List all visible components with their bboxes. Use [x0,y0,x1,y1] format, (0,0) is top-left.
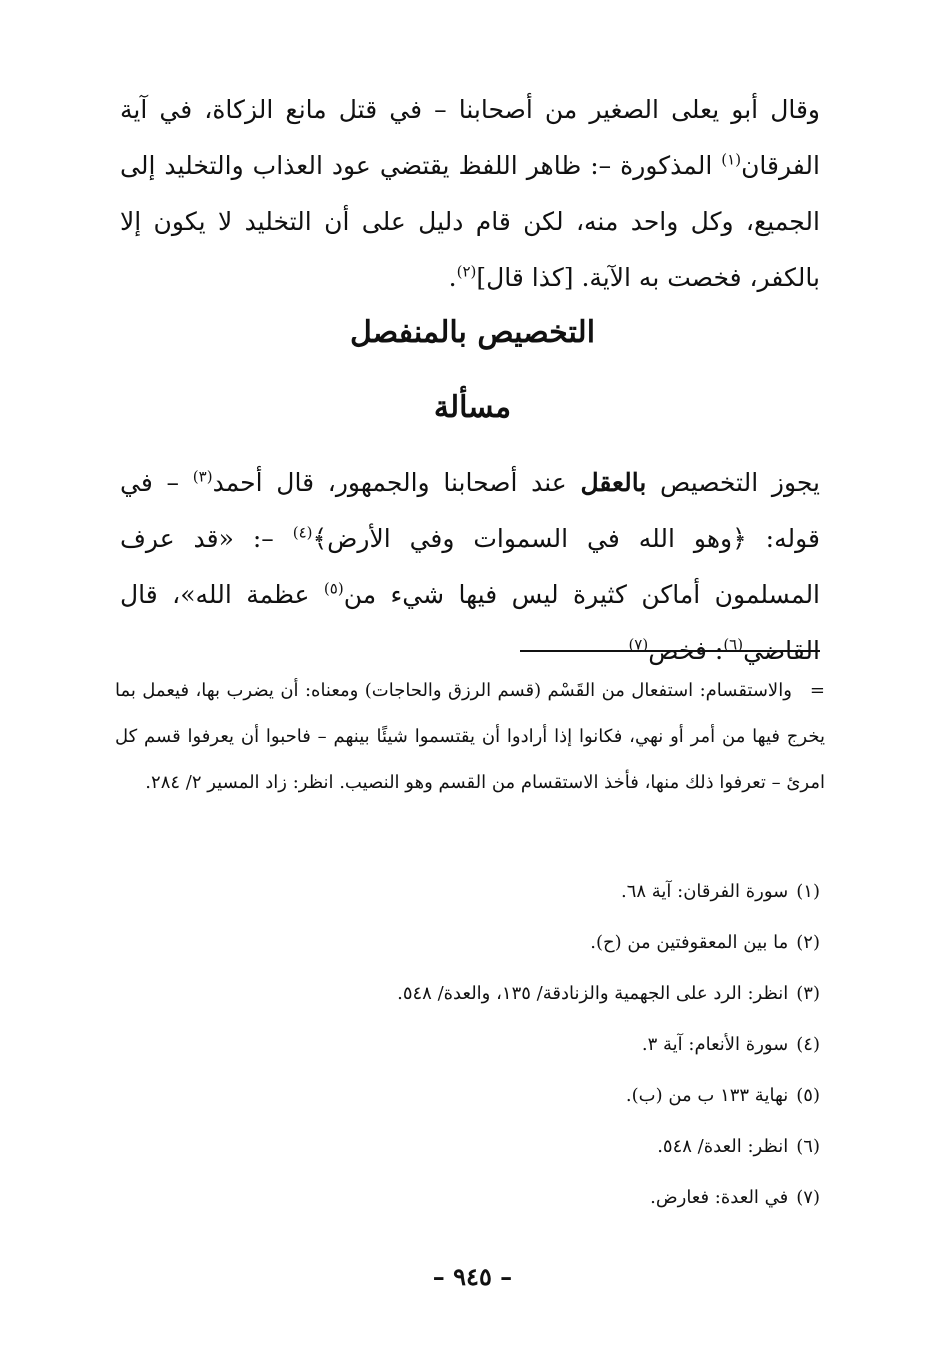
continuation-mark: = [809,680,825,701]
footnote-item [120,1070,820,1121]
footnote-ref-4[interactable]: (٤) [292,523,313,542]
footnote-text: سورة الأنعام: آية ٣. [641,1034,789,1055]
issue-heading: مسألة [433,390,512,425]
continued-footnote [115,668,825,806]
para2-text-1: يجوز التخصيص [646,468,820,497]
footnote-item [120,917,820,968]
footnote-ref-5[interactable]: (٥) [323,579,344,598]
page-number: – ٩٤٥ – [432,1262,513,1291]
footnote-text: ما بين المعقوفتين من (ح). [590,932,789,953]
footnote-item [120,1121,820,1172]
footnote-number: (٢) [796,932,820,953]
footnote-divider [520,650,820,652]
paragraph-abu-yala [120,82,820,306]
footnote-item [120,1019,820,1070]
para2-text-5: عظمة الله»، قال القاضي [120,580,820,665]
para2-text-4: –: «قد عرف المسلمون أماكن كثيرة ليس فيها شيء من [120,524,821,609]
footnote-text: سورة الفرقان: آية ٦٨. [620,881,789,902]
section-heading: التخصيص بالمنفصل [349,315,596,350]
footnote-number: (٤) [796,1034,820,1055]
footnote-item [120,866,820,917]
footnote-ref-7[interactable]: (٧) [628,635,649,654]
footnote-number: (١) [796,881,820,902]
para1-text: وقال أبو يعلى الصغير من أصحابنا – في قتل مانع الزكاة، في آية الفرقان [120,95,820,180]
footnote-item [120,1172,820,1223]
paragraph-specification-by-reason [120,455,820,679]
para2-text-6: : فخص [648,636,724,665]
footnote-ref-3[interactable]: (٣) [192,467,213,486]
footnote-item [120,968,820,1019]
para2-text-3: – في قوله: ﴿وهو الله في السموات وفي الأرض﴾ [120,468,820,553]
para1-text-3: . [448,263,457,292]
footnote-ref-6[interactable]: (٦) [723,635,744,654]
footnote-text: انظر: الرد على الجهمية والزنادقة/ ١٣٥، والعدة/ ٥٤٨. [397,983,789,1004]
continued-footnote-text: والاستقسام: استفعال من القَسْم (قسم الرزق والحاجات) ومعناه: أن يضرب بها، فيعمل بما يخرج فيها من أمر أو نهي، فكانوا إذا أرادوا أن يقتسموا شيئًا بينهم – فاحبوا أن يعرفوا قسم كل امرئ – تعرفوا ذلك منها، فأخذ الاستقسام من القسم وهو النصيب. انظر: زاد المسير ٢/ ٢٨٤. [115,680,825,793]
footnote-text: انظر: العدة/ ٥٤٨. [657,1136,789,1157]
footnote-number: (٧) [796,1187,820,1208]
footnote-text: في العدة: فعارض. [650,1187,789,1208]
para2-bold-term: بالعقل [580,468,647,497]
footnote-number: (٣) [796,983,820,1004]
para1-text-2: المذكورة –: ظاهر اللفظ يقتضي عود العذاب والتخليد إلى الجميع، وكل واحد منه، لكن قام دليل على أن التخليد لا يكون إلا بالكفر، فخصت به الآية. [كذا قال] [120,151,820,292]
footnotes-list [120,866,820,1223]
para2-text-2: عند أصحابنا والجمهور، قال أحمد [212,468,581,497]
footnote-ref-2[interactable]: (٢) [456,262,477,281]
footnote-number: (٦) [796,1136,820,1157]
footnote-text: نهاية ١٣٣ ب من (ب). [625,1085,789,1106]
footnote-ref-1[interactable]: (١) [721,150,742,169]
footnote-number: (٥) [796,1085,820,1106]
